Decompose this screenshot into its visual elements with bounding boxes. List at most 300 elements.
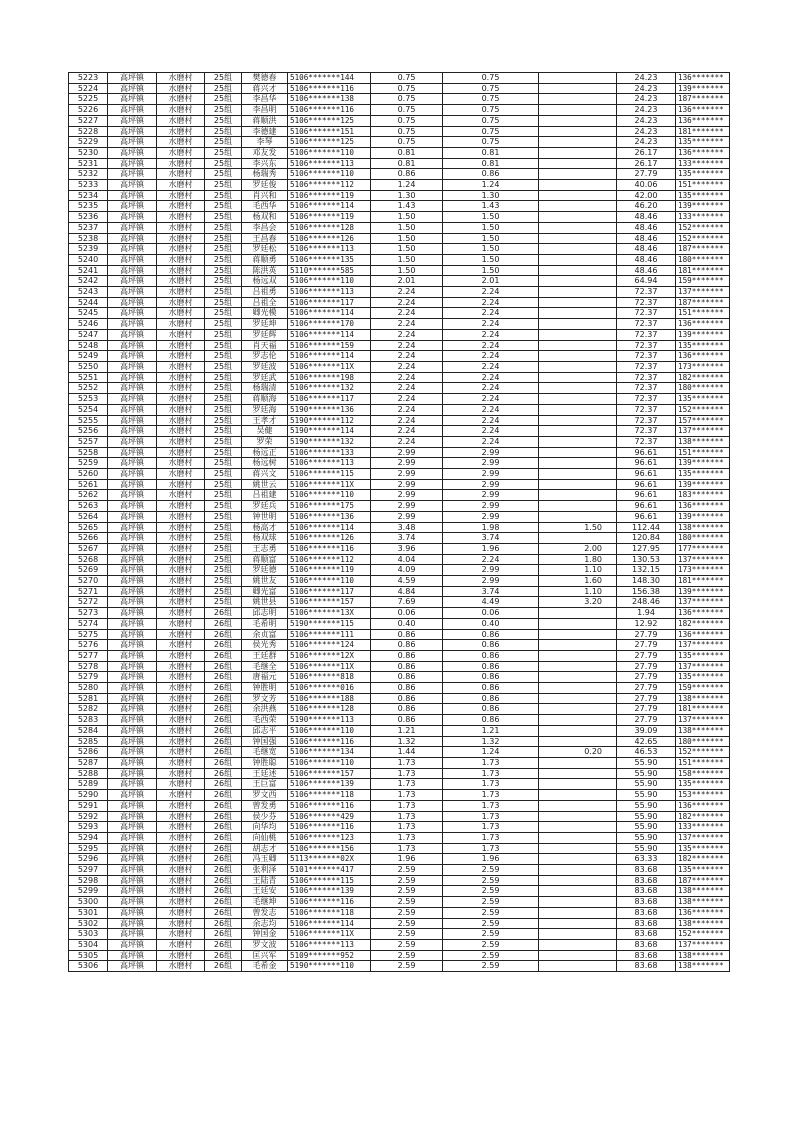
area-b-cell (539, 886, 617, 897)
area-total-cell: 2.24 (371, 415, 443, 426)
group-cell: 25组 (205, 276, 242, 287)
area-total-cell: 0.75 (371, 115, 443, 126)
name-cell: 卿光模 (242, 308, 288, 319)
area-b-cell (539, 683, 617, 694)
name-cell: 卿光富 (242, 586, 288, 597)
id-number-cell: 5106*******113 (288, 939, 371, 950)
id-number-cell: 5106*******118 (288, 907, 371, 918)
area-b-cell (539, 469, 617, 480)
village-cell: 水磨村 (157, 522, 205, 533)
table-row (69, 758, 730, 769)
area-total-cell: 1.50 (371, 212, 443, 223)
village-cell: 水磨村 (157, 233, 205, 244)
area-total-cell: 3.96 (371, 543, 443, 554)
area-b-cell (539, 608, 617, 619)
town-cell: 高坪镇 (108, 94, 157, 105)
area-total-cell: 0.86 (371, 704, 443, 715)
area-total-cell: 2.24 (371, 340, 443, 351)
town-cell: 高坪镇 (108, 447, 157, 458)
town-cell: 高坪镇 (108, 222, 157, 233)
group-cell: 25组 (205, 426, 242, 437)
village-cell: 水磨村 (157, 565, 205, 576)
amount-cell: 27.79 (617, 683, 676, 694)
amount-cell: 24.23 (617, 105, 676, 116)
village-cell: 水磨村 (157, 608, 205, 619)
row-number: 5284 (69, 725, 108, 736)
table-row (69, 297, 730, 308)
table-row (69, 361, 730, 372)
table-row (69, 586, 730, 597)
phone-cell: 136******* (676, 73, 730, 84)
area-b-cell (539, 329, 617, 340)
area-a-cell: 2.24 (443, 426, 539, 437)
phone-cell: 137******* (676, 661, 730, 672)
group-cell: 26组 (205, 683, 242, 694)
phone-cell: 137******* (676, 715, 730, 726)
id-number-cell: 5106*******156 (288, 843, 371, 854)
amount-cell: 96.61 (617, 511, 676, 522)
phone-cell: 137******* (676, 939, 730, 950)
area-a-cell: 2.99 (443, 576, 539, 587)
amount-cell: 48.46 (617, 265, 676, 276)
town-cell: 高坪镇 (108, 768, 157, 779)
area-a-cell: 2.59 (443, 929, 539, 940)
area-a-cell: 2.24 (443, 554, 539, 565)
area-a-cell: 3.74 (443, 533, 539, 544)
village-cell: 水磨村 (157, 287, 205, 298)
area-total-cell: 4.84 (371, 586, 443, 597)
name-cell: 侯光秀 (242, 640, 288, 651)
area-total-cell: 1.73 (371, 843, 443, 854)
amount-cell: 48.46 (617, 233, 676, 244)
name-cell: 罗廷松 (242, 244, 288, 255)
area-total-cell: 4.04 (371, 554, 443, 565)
row-number: 5303 (69, 929, 108, 940)
area-b-cell (539, 276, 617, 287)
village-cell: 水磨村 (157, 832, 205, 843)
area-b-cell (539, 897, 617, 908)
id-number-cell: 5106*******114 (288, 918, 371, 929)
village-cell: 水磨村 (157, 147, 205, 158)
area-b-cell (539, 415, 617, 426)
village-cell: 水磨村 (157, 790, 205, 801)
village-cell: 水磨村 (157, 533, 205, 544)
amount-cell: 27.79 (617, 661, 676, 672)
amount-cell: 127.95 (617, 543, 676, 554)
area-b-cell (539, 501, 617, 512)
amount-cell: 42.65 (617, 736, 676, 747)
id-number-cell: 5106*******188 (288, 693, 371, 704)
area-total-cell: 1.32 (371, 736, 443, 747)
town-cell: 高坪镇 (108, 811, 157, 822)
village-cell: 水磨村 (157, 929, 205, 940)
amount-cell: 72.37 (617, 361, 676, 372)
area-total-cell: 2.24 (371, 372, 443, 383)
group-cell: 26组 (205, 929, 242, 940)
area-a-cell: 2.99 (443, 511, 539, 522)
town-cell: 高坪镇 (108, 329, 157, 340)
id-number-cell: 5106*******11X (288, 361, 371, 372)
amount-cell: 26.17 (617, 158, 676, 169)
table-row (69, 522, 730, 533)
id-number-cell: 5106*******114 (288, 351, 371, 362)
name-cell: 姚世友 (242, 576, 288, 587)
area-b-cell (539, 394, 617, 405)
table-row (69, 254, 730, 265)
area-a-cell: 0.75 (443, 73, 539, 84)
area-a-cell: 1.73 (443, 768, 539, 779)
area-b-cell (539, 212, 617, 223)
phone-cell: 187******* (676, 875, 730, 886)
area-b-cell (539, 383, 617, 394)
town-cell: 高坪镇 (108, 843, 157, 854)
amount-cell: 55.90 (617, 822, 676, 833)
phone-cell: 138******* (676, 897, 730, 908)
id-number-cell: 5106*******198 (288, 372, 371, 383)
area-a-cell: 1.73 (443, 811, 539, 822)
area-b-cell: 1.50 (539, 522, 617, 533)
area-a-cell: 2.99 (443, 447, 539, 458)
table-row (69, 950, 730, 961)
phone-cell: 158******* (676, 768, 730, 779)
table-row (69, 683, 730, 694)
town-cell: 高坪镇 (108, 597, 157, 608)
group-cell: 25组 (205, 73, 242, 84)
id-number-cell: 5106*******11X (288, 479, 371, 490)
area-a-cell: 1.50 (443, 212, 539, 223)
group-cell: 26组 (205, 693, 242, 704)
table-row (69, 865, 730, 876)
group-cell: 26组 (205, 672, 242, 683)
row-number: 5278 (69, 661, 108, 672)
row-number: 5273 (69, 608, 108, 619)
area-a-cell: 0.86 (443, 650, 539, 661)
area-total-cell: 2.59 (371, 950, 443, 961)
group-cell: 26组 (205, 661, 242, 672)
area-a-cell: 1.98 (443, 522, 539, 533)
name-cell: 匡兴军 (242, 950, 288, 961)
row-number: 5258 (69, 447, 108, 458)
row-number: 5238 (69, 233, 108, 244)
id-number-cell: 5106*******136 (288, 511, 371, 522)
name-cell: 李琴 (242, 137, 288, 148)
amount-cell: 24.23 (617, 126, 676, 137)
area-b-cell (539, 800, 617, 811)
id-number-cell: 5106*******114 (288, 329, 371, 340)
row-number: 5305 (69, 950, 108, 961)
id-number-cell: 5106*******11X (288, 661, 371, 672)
area-b-cell (539, 169, 617, 180)
amount-cell: 72.37 (617, 394, 676, 405)
row-number: 5302 (69, 918, 108, 929)
group-cell: 26组 (205, 640, 242, 651)
row-number: 5234 (69, 190, 108, 201)
id-number-cell: 5106*******139 (288, 886, 371, 897)
town-cell: 高坪镇 (108, 608, 157, 619)
area-total-cell: 1.21 (371, 725, 443, 736)
town-cell: 高坪镇 (108, 747, 157, 758)
id-number-cell: 5106*******110 (288, 169, 371, 180)
row-number: 5236 (69, 212, 108, 223)
table-row (69, 822, 730, 833)
area-a-cell: 2.24 (443, 404, 539, 415)
area-a-cell: 2.01 (443, 276, 539, 287)
name-cell: 向华均 (242, 822, 288, 833)
area-total-cell: 2.24 (371, 426, 443, 437)
name-cell: 罗廷武 (242, 372, 288, 383)
area-a-cell: 2.59 (443, 897, 539, 908)
village-cell: 水磨村 (157, 436, 205, 447)
table-row (69, 747, 730, 758)
village-cell: 水磨村 (157, 511, 205, 522)
id-number-cell: 5106*******110 (288, 758, 371, 769)
table-row (69, 597, 730, 608)
town-cell: 高坪镇 (108, 800, 157, 811)
name-cell: 李德建 (242, 126, 288, 137)
town-cell: 高坪镇 (108, 287, 157, 298)
phone-cell: 173******* (676, 565, 730, 576)
village-cell: 水磨村 (157, 83, 205, 94)
area-a-cell: 2.99 (443, 565, 539, 576)
phone-cell: 139******* (676, 586, 730, 597)
table-row (69, 447, 730, 458)
phone-cell: 136******* (676, 319, 730, 330)
group-cell: 25组 (205, 383, 242, 394)
table-row (69, 158, 730, 169)
row-number: 5233 (69, 180, 108, 191)
phone-cell: 183******* (676, 490, 730, 501)
group-cell: 25组 (205, 319, 242, 330)
id-number-cell: 5106*******113 (288, 287, 371, 298)
id-number-cell: 5106*******159 (288, 340, 371, 351)
area-a-cell: 2.59 (443, 865, 539, 876)
town-cell: 高坪镇 (108, 308, 157, 319)
group-cell: 25组 (205, 490, 242, 501)
area-b-cell (539, 479, 617, 490)
area-b-cell (539, 372, 617, 383)
area-total-cell: 1.24 (371, 180, 443, 191)
id-number-cell: 5106*******13X (288, 608, 371, 619)
table-body (69, 73, 730, 972)
village-cell: 水磨村 (157, 897, 205, 908)
area-total-cell: 0.86 (371, 693, 443, 704)
area-b-cell (539, 340, 617, 351)
area-a-cell: 1.73 (443, 790, 539, 801)
area-total-cell: 2.01 (371, 276, 443, 287)
town-cell: 高坪镇 (108, 736, 157, 747)
name-cell: 王陆青 (242, 875, 288, 886)
id-number-cell: 5106*******429 (288, 811, 371, 822)
area-a-cell: 2.24 (443, 329, 539, 340)
id-number-cell: 5106*******116 (288, 897, 371, 908)
area-a-cell: 0.86 (443, 693, 539, 704)
row-number: 5253 (69, 394, 108, 405)
name-cell: 罗廷波 (242, 361, 288, 372)
id-number-cell: 5106*******114 (288, 201, 371, 212)
name-cell: 毛继全 (242, 661, 288, 672)
phone-cell: 138******* (676, 436, 730, 447)
table-row (69, 725, 730, 736)
table-row (69, 843, 730, 854)
phone-cell: 135******* (676, 469, 730, 480)
phone-cell: 135******* (676, 779, 730, 790)
table-row (69, 768, 730, 779)
row-number: 5241 (69, 265, 108, 276)
name-cell: 毛西荣 (242, 715, 288, 726)
amount-cell: 83.68 (617, 875, 676, 886)
row-number: 5279 (69, 672, 108, 683)
village-cell: 水磨村 (157, 490, 205, 501)
area-total-cell: 2.24 (371, 319, 443, 330)
area-a-cell: 0.81 (443, 147, 539, 158)
data-table (68, 72, 730, 972)
area-total-cell: 1.96 (371, 854, 443, 865)
town-cell: 高坪镇 (108, 361, 157, 372)
area-b-cell (539, 287, 617, 298)
area-total-cell: 1.73 (371, 768, 443, 779)
area-b-cell (539, 704, 617, 715)
area-b-cell (539, 811, 617, 822)
town-cell: 高坪镇 (108, 319, 157, 330)
name-cell: 邱志平 (242, 725, 288, 736)
name-cell: 蒋顺富 (242, 554, 288, 565)
row-number: 5285 (69, 736, 108, 747)
table-row (69, 340, 730, 351)
village-cell: 水磨村 (157, 747, 205, 758)
village-cell: 水磨村 (157, 950, 205, 961)
village-cell: 水磨村 (157, 201, 205, 212)
area-a-cell: 2.99 (443, 458, 539, 469)
id-number-cell: 5106*******128 (288, 222, 371, 233)
id-number-cell: 5106*******151 (288, 126, 371, 137)
name-cell: 罗廷海 (242, 404, 288, 415)
area-a-cell: 2.24 (443, 372, 539, 383)
name-cell: 杨高才 (242, 522, 288, 533)
table-row (69, 501, 730, 512)
area-a-cell: 0.75 (443, 126, 539, 137)
village-cell: 水磨村 (157, 661, 205, 672)
amount-cell: 83.68 (617, 886, 676, 897)
village-cell: 水磨村 (157, 704, 205, 715)
name-cell: 钟世明 (242, 511, 288, 522)
phone-cell: 180******* (676, 383, 730, 394)
amount-cell: 96.61 (617, 447, 676, 458)
row-number: 5295 (69, 843, 108, 854)
village-cell: 水磨村 (157, 554, 205, 565)
id-number-cell: 5106*******134 (288, 747, 371, 758)
table-row (69, 383, 730, 394)
phone-cell: 135******* (676, 190, 730, 201)
area-a-cell: 0.40 (443, 618, 539, 629)
table-row (69, 329, 730, 340)
table-row (69, 404, 730, 415)
row-number: 5304 (69, 939, 108, 950)
table-row (69, 94, 730, 105)
area-a-cell: 2.59 (443, 939, 539, 950)
amount-cell: 63.33 (617, 854, 676, 865)
id-number-cell: 5106*******112 (288, 180, 371, 191)
name-cell: 王孝才 (242, 415, 288, 426)
area-a-cell: 0.86 (443, 672, 539, 683)
town-cell: 高坪镇 (108, 854, 157, 865)
town-cell: 高坪镇 (108, 147, 157, 158)
name-cell: 王廷群 (242, 650, 288, 661)
area-total-cell: 3.74 (371, 533, 443, 544)
amount-cell: 96.61 (617, 501, 676, 512)
id-number-cell: 5106*******123 (288, 832, 371, 843)
area-total-cell: 2.59 (371, 907, 443, 918)
group-cell: 25组 (205, 329, 242, 340)
town-cell: 高坪镇 (108, 929, 157, 940)
table-row (69, 308, 730, 319)
area-a-cell: 1.24 (443, 180, 539, 191)
area-b-cell (539, 629, 617, 640)
phone-cell: 136******* (676, 147, 730, 158)
phone-cell: 151******* (676, 308, 730, 319)
area-a-cell: 1.96 (443, 854, 539, 865)
area-total-cell: 2.99 (371, 447, 443, 458)
phone-cell: 173******* (676, 361, 730, 372)
row-number: 5242 (69, 276, 108, 287)
table-row (69, 650, 730, 661)
area-b-cell (539, 94, 617, 105)
name-cell: 邓友发 (242, 147, 288, 158)
phone-cell: 135******* (676, 865, 730, 876)
table-row (69, 618, 730, 629)
table-row (69, 800, 730, 811)
amount-cell: 24.23 (617, 94, 676, 105)
id-number-cell: 5109*******952 (288, 950, 371, 961)
area-a-cell: 2.59 (443, 886, 539, 897)
table-row (69, 426, 730, 437)
town-cell: 高坪镇 (108, 158, 157, 169)
name-cell: 邱志明 (242, 608, 288, 619)
town-cell: 高坪镇 (108, 244, 157, 255)
row-number: 5231 (69, 158, 108, 169)
town-cell: 高坪镇 (108, 961, 157, 972)
id-number-cell: 5106*******144 (288, 73, 371, 84)
village-cell: 水磨村 (157, 672, 205, 683)
area-b-cell (539, 201, 617, 212)
phone-cell: 136******* (676, 351, 730, 362)
town-cell: 高坪镇 (108, 790, 157, 801)
area-b-cell (539, 190, 617, 201)
village-cell: 水磨村 (157, 404, 205, 415)
name-cell: 张利泽 (242, 865, 288, 876)
area-total-cell: 0.86 (371, 169, 443, 180)
row-number: 5268 (69, 554, 108, 565)
id-number-cell: 5106*******118 (288, 790, 371, 801)
area-a-cell: 2.24 (443, 436, 539, 447)
table-row (69, 73, 730, 84)
area-b-cell: 1.10 (539, 586, 617, 597)
town-cell: 高坪镇 (108, 511, 157, 522)
area-total-cell: 2.59 (371, 961, 443, 972)
village-cell: 水磨村 (157, 479, 205, 490)
group-cell: 25组 (205, 308, 242, 319)
name-cell: 杨远树 (242, 458, 288, 469)
row-number: 5256 (69, 426, 108, 437)
id-number-cell: 5106*******110 (288, 147, 371, 158)
id-number-cell: 5106*******12X (288, 650, 371, 661)
area-total-cell: 2.24 (371, 297, 443, 308)
amount-cell: 48.46 (617, 222, 676, 233)
town-cell: 高坪镇 (108, 383, 157, 394)
area-b-cell (539, 404, 617, 415)
amount-cell: 27.79 (617, 650, 676, 661)
village-cell: 水磨村 (157, 918, 205, 929)
group-cell: 26组 (205, 939, 242, 950)
